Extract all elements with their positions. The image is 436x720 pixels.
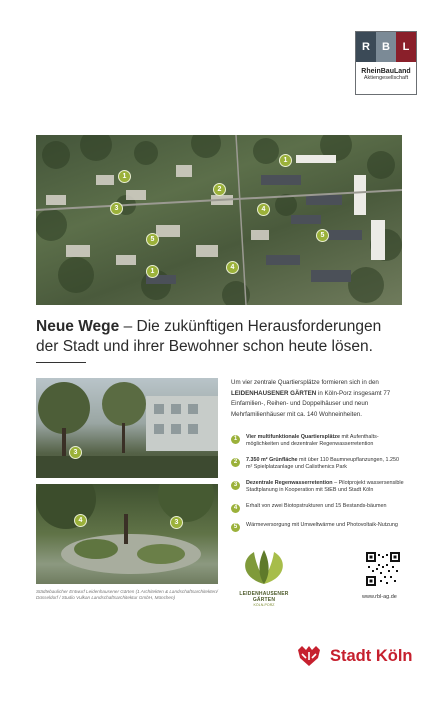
intro-part2: in Köln-Porz insgesamt 77 Einfamilien-, Reihen- und Doppelhäuser und neun Mehrfamilienhäuser mit ca. 140 Wohneinheiten. xyxy=(231,389,391,418)
intro-bold: LEIDENHAUSENER GÄRTEN xyxy=(231,389,317,397)
stadt-koeln-logo xyxy=(296,642,416,670)
logo-letter-b: B xyxy=(376,32,396,62)
map-pin: 1 xyxy=(279,154,292,167)
item-bold: Dezentrale Regenwasserretention xyxy=(246,480,333,486)
city-name: Stadt Köln xyxy=(330,646,413,665)
list-item xyxy=(231,457,406,471)
photo-pin: 3 xyxy=(170,516,183,529)
qr-code-icon[interactable] xyxy=(366,552,400,586)
photo-pin: 4 xyxy=(74,514,87,527)
number-badge: 5 xyxy=(231,523,240,532)
list-item xyxy=(231,522,406,532)
item-text: mit über 110 Baumneupflanzungen, 1.250 m² Spielplatzanlage und Calisthenics Park xyxy=(246,457,400,470)
rbl-logo xyxy=(355,31,417,95)
item-text: Wärmeversorgung mit Umweltwärme und Photovoltaik-Nutzung xyxy=(246,522,398,528)
map-pin: 5 xyxy=(316,229,329,242)
map-pin: 2 xyxy=(213,183,226,196)
item-bold: Vier multifunktionale Quartiersplätze xyxy=(246,434,340,440)
list-item xyxy=(231,434,406,448)
headline-bold: Neue Wege xyxy=(36,318,120,335)
photo-courtyard xyxy=(36,378,218,478)
item-bold: 7.350 m² Grünfläche xyxy=(246,457,298,463)
website-link[interactable]: www.rbl-ag.de xyxy=(362,594,397,600)
intro-part1: Um vier zentrale Quartiersplätze formieren sich in den xyxy=(231,379,379,386)
photo-playground xyxy=(36,484,218,584)
map-pin: 3 xyxy=(110,202,123,215)
item-text: Erhalt von zwei Biotopstrukturen und 15 Bestands-bäumen xyxy=(246,503,387,509)
project-logo-subtitle: KÖLN-PORZ xyxy=(253,603,275,607)
leaf-icon xyxy=(232,548,296,586)
logo-name: RheinBauLand xyxy=(361,68,411,75)
number-badge: 2 xyxy=(231,458,240,467)
number-badge: 1 xyxy=(231,435,240,444)
list-item xyxy=(231,503,406,513)
photo-pin: 3 xyxy=(69,446,82,459)
photo-courtyard-scene xyxy=(36,378,218,478)
map-pin: 5 xyxy=(146,233,159,246)
intro-text xyxy=(231,378,406,420)
headline xyxy=(36,317,406,357)
logo-subtitle: Aktiengesellschaft xyxy=(363,75,409,81)
photo-playground-scene xyxy=(36,484,218,584)
map-pin: 1 xyxy=(118,170,131,183)
divider xyxy=(36,362,86,363)
project-logo-title: LEIDENHAUSENER GÄRTEN xyxy=(239,591,289,603)
logo-letter-l: L xyxy=(396,32,416,62)
number-badge: 3 xyxy=(231,481,240,490)
logo-letter-r: R xyxy=(356,32,376,62)
list-item xyxy=(231,480,406,494)
map-pin: 4 xyxy=(226,261,239,274)
map-pin: 1 xyxy=(146,265,159,278)
feature-list xyxy=(231,434,406,541)
aerial-rendering xyxy=(36,135,402,305)
item-text: – Pilotprojekt wassersensible Stadtplanung in Kooperation mit StEB und Stadt Köln xyxy=(246,480,404,493)
headline-rest: – Die zukünftigen Herausforderungen der Stadt und ihrer Bewohner schon heute lösen. xyxy=(36,318,382,355)
photo-caption: Städtebaulicher Entwurf Leidenhausener Gärten (1 Architekten & Landschaftsarchitekten/ Düsseldorf / Studio Vulkan Landschaftsarchitektur GmbH, München) xyxy=(36,589,218,600)
item-text: mit Aufenthalts-möglichkeiten und dezentraler Regenwasserretention xyxy=(246,434,379,447)
map-pin: 4 xyxy=(257,203,270,216)
koeln-crest-icon xyxy=(296,644,322,668)
aerial-scene xyxy=(36,135,402,305)
number-badge: 4 xyxy=(231,504,240,513)
leidenhausener-gaerten-logo xyxy=(232,548,296,607)
